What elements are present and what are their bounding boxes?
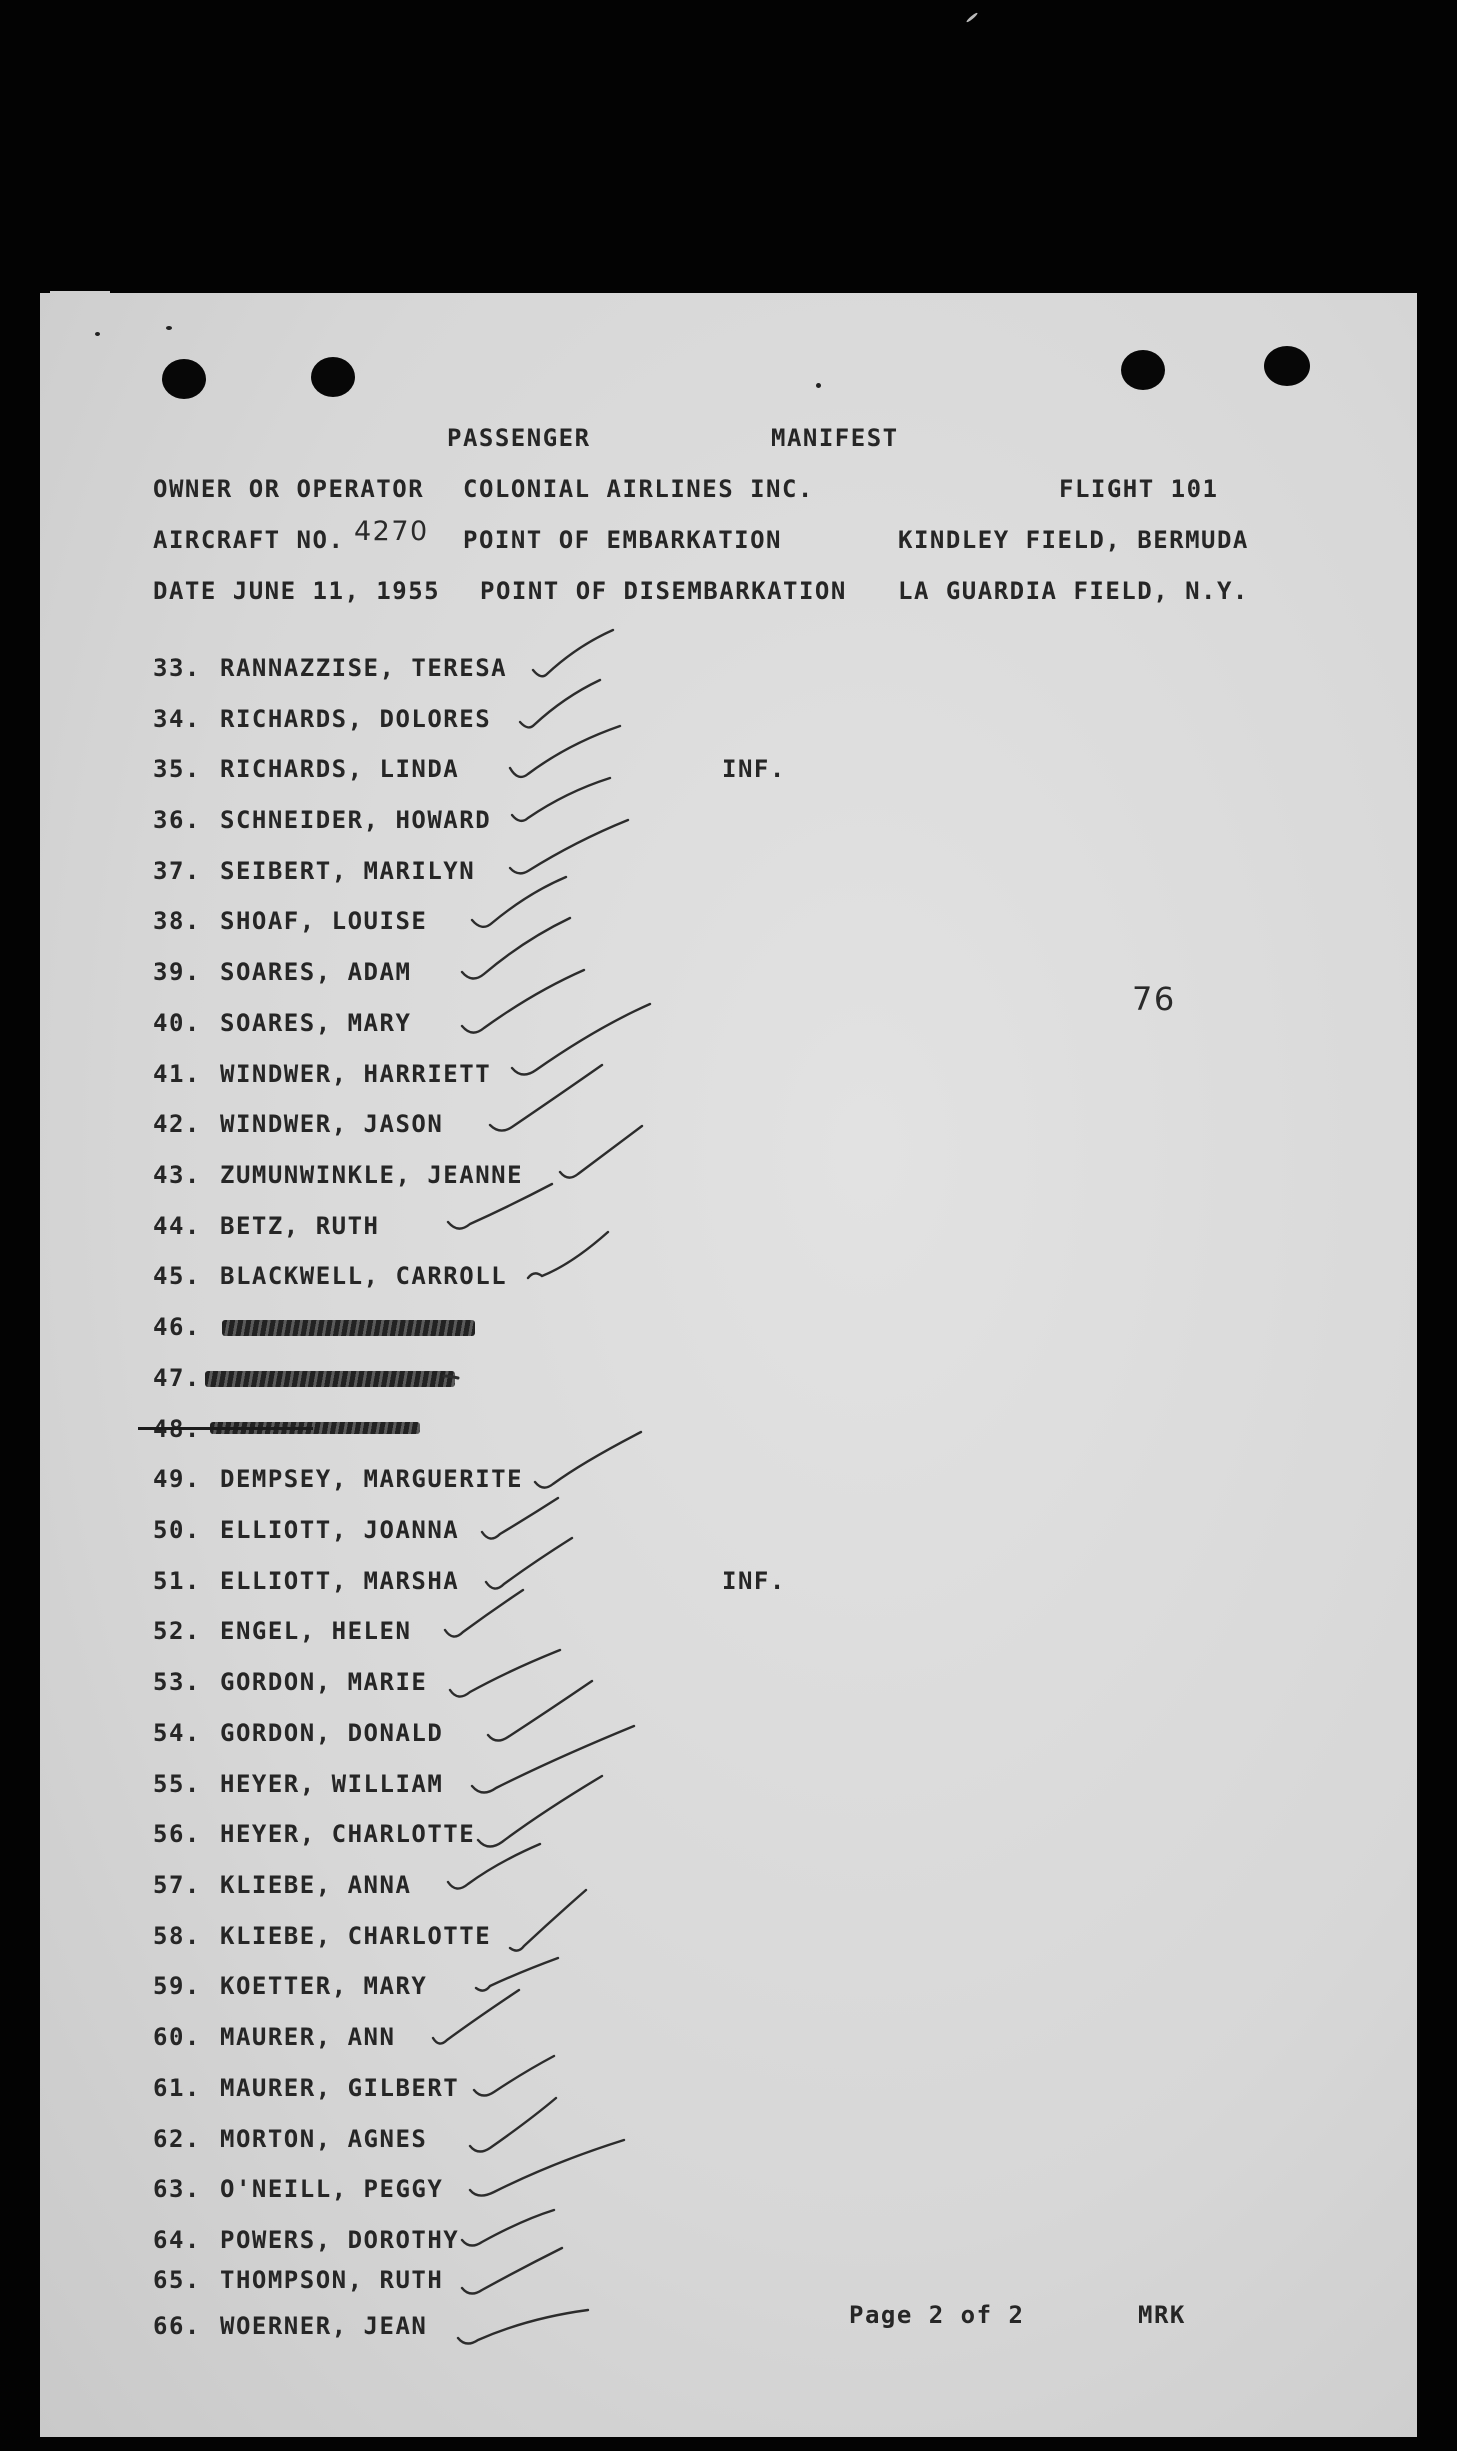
passenger-name: BETZ, RUTH — [220, 1212, 380, 1240]
passenger-number: 63. — [153, 2175, 201, 2203]
passenger-number: 60. — [153, 2023, 201, 2051]
embarkation-value: KINDLEY FIELD, BERMUDA — [898, 526, 1249, 554]
passenger-number: 36. — [153, 806, 201, 834]
ink-speck — [166, 326, 172, 330]
passenger-name: ELLIOTT, MARSHA — [220, 1567, 460, 1595]
owner-label: OWNER OR OPERATOR — [153, 475, 425, 503]
passenger-number: 40. — [153, 1009, 201, 1037]
passenger-name: WINDWER, HARRIETT — [220, 1060, 492, 1088]
passenger-number: 47. — [153, 1364, 201, 1392]
passenger-name: O'NEILL, PEGGY — [220, 2175, 444, 2203]
punch-hole — [162, 359, 206, 399]
passenger-number: 66. — [153, 2312, 201, 2340]
passenger-name: ENGEL, HELEN — [220, 1617, 412, 1645]
strike-through-line — [138, 1427, 313, 1430]
passenger-name: SOARES, MARY — [220, 1009, 412, 1037]
passenger-number: 46. — [153, 1313, 201, 1341]
passenger-number: 38. — [153, 907, 201, 935]
passenger-number: 52. — [153, 1617, 201, 1645]
passenger-number: 42. — [153, 1110, 201, 1138]
passenger-number: 55. — [153, 1770, 201, 1798]
passenger-number: 44. — [153, 1212, 201, 1240]
redacted-entry — [222, 1320, 475, 1336]
scan-mark — [966, 12, 979, 23]
passenger-name: KLIEBE, ANNA — [220, 1871, 412, 1899]
punch-hole — [1264, 346, 1310, 386]
passenger-name: SOARES, ADAM — [220, 958, 412, 986]
passenger-name: BLACKWELL, CARROLL — [220, 1262, 508, 1290]
passenger-name: WINDWER, JASON — [220, 1110, 444, 1138]
passenger-name: GORDON, DONALD — [220, 1719, 444, 1747]
passenger-number: 34. — [153, 705, 201, 733]
passenger-number: 39. — [153, 958, 201, 986]
passenger-number: 57. — [153, 1871, 201, 1899]
passenger-number: 56. — [153, 1820, 201, 1848]
passenger-number: 64. — [153, 2226, 201, 2254]
passenger-number: 43. — [153, 1161, 201, 1189]
passenger-number: 37. — [153, 857, 201, 885]
flight-date: DATE JUNE 11, 1955 — [153, 577, 441, 605]
passenger-name: GORDON, MARIE — [220, 1668, 428, 1696]
passenger-note: INF. — [722, 1567, 786, 1595]
disembarkation-label: POINT OF DISEMBARKATION — [480, 577, 847, 605]
passenger-number: 53. — [153, 1668, 201, 1696]
ink-speck — [816, 383, 821, 388]
handwritten-page-number: 76 — [1132, 980, 1176, 1018]
passenger-number: 35. — [153, 755, 201, 783]
passenger-number: 65. — [153, 2266, 201, 2294]
flight-number: FLIGHT 101 — [1059, 475, 1219, 503]
passenger-name: HEYER, CHARLOTTE — [220, 1820, 476, 1848]
passenger-name: POWERS, DOROTHY — [220, 2226, 460, 2254]
edge-mark — [50, 291, 110, 294]
aircraft-label: AIRCRAFT NO. — [153, 526, 345, 554]
disembarkation-value: LA GUARDIA FIELD, N.Y. — [898, 577, 1249, 605]
passenger-name: WOERNER, JEAN — [220, 2312, 428, 2340]
passenger-note: INF. — [722, 755, 786, 783]
aircraft-number: 4270 — [354, 516, 429, 547]
embarkation-label: POINT OF EMBARKATION — [463, 526, 782, 554]
ink-speck — [95, 332, 100, 336]
passenger-name: ELLIOTT, JOANNA — [220, 1516, 460, 1544]
passenger-number: 58. — [153, 1922, 201, 1950]
passenger-name: KLIEBE, CHARLOTTE — [220, 1922, 492, 1950]
passenger-number: 49. — [153, 1465, 201, 1493]
owner-value: COLONIAL AIRLINES INC. — [463, 475, 814, 503]
redacted-entry — [205, 1371, 455, 1387]
title-passenger: PASSENGER — [447, 424, 591, 452]
passenger-name: RICHARDS, LINDA — [220, 755, 460, 783]
passenger-name: SHOAF, LOUISE — [220, 907, 428, 935]
passenger-number: 59. — [153, 1972, 201, 2000]
passenger-name: RANNAZZISE, TERESA — [220, 654, 508, 682]
passenger-name: HEYER, WILLIAM — [220, 1770, 444, 1798]
passenger-number: 62. — [153, 2125, 201, 2153]
passenger-name: SCHNEIDER, HOWARD — [220, 806, 492, 834]
passenger-name: MORTON, AGNES — [220, 2125, 428, 2153]
punch-hole — [311, 357, 355, 397]
passenger-name: KOETTER, MARY — [220, 1972, 428, 2000]
passenger-name: ZUMUNWINKLE, JEANNE — [220, 1161, 524, 1189]
passenger-name: MAURER, GILBERT — [220, 2074, 460, 2102]
page-indicator: Page 2 of 2 — [849, 2301, 1025, 2329]
manifest-page — [40, 293, 1417, 2437]
passenger-name: THOMPSON, RUTH — [220, 2266, 444, 2294]
passenger-number: 33. — [153, 654, 201, 682]
passenger-name: RICHARDS, DOLORES — [220, 705, 492, 733]
passenger-name: SEIBERT, MARILYN — [220, 857, 476, 885]
passenger-number: 51. — [153, 1567, 201, 1595]
passenger-name: MAURER, ANN — [220, 2023, 396, 2051]
passenger-number: 54. — [153, 1719, 201, 1747]
title-manifest: MANIFEST — [771, 424, 899, 452]
clerk-initials: MRK — [1138, 2301, 1186, 2329]
passenger-name: DEMPSEY, MARGUERITE — [220, 1465, 524, 1493]
punch-hole — [1121, 350, 1165, 390]
passenger-number: 41. — [153, 1060, 201, 1088]
passenger-number: 61. — [153, 2074, 201, 2102]
passenger-number: 45. — [153, 1262, 201, 1290]
passenger-number: 50. — [153, 1516, 201, 1544]
passenger-number: 48. — [153, 1415, 201, 1443]
